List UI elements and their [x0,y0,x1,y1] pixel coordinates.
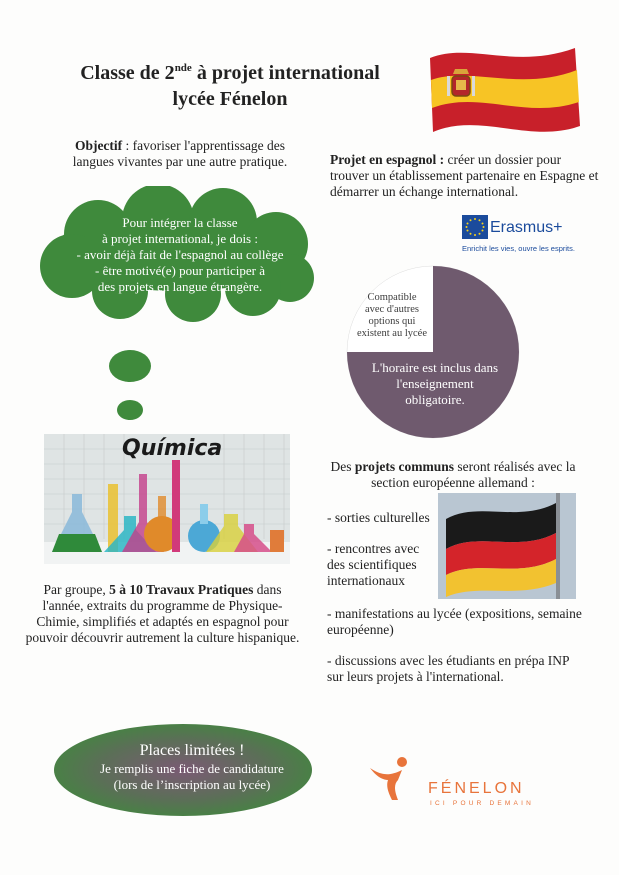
projets-communs-text: Des projets communs seront réalisés avec la section européenne allemand : [330,459,576,490]
germany-flag [438,493,576,599]
fenelon-figure-icon [368,754,418,804]
fenelon-logo-text: FÉNELON [428,780,525,797]
schedule-pie [343,262,523,442]
pie-horaire-text: L'horaire est inclus dans l'enseignement obligatoire. [371,360,499,407]
projet-espagnol-text: Projet en espagnol : créer un dossier pour trouver un établissement partenaire en Espagne et démarrer un échange international. [330,152,599,199]
cloud-text: Pour intégrer la classe à projet international, je dois : - avoir déjà fait de l'espagnol au collège - être motivé(e) pour participer à des projets en langue étrangère. [76,215,284,294]
places-text: Places limitées ! Je remplis une fiche de candidature (lors de l’inscription au lycée) [100,742,284,792]
pie-compat-text: Compatible avec d'autres options qui existent au lycée [357,292,427,339]
page-title: Classe de 2nde à projet international lycée Fénelon [80,62,380,110]
fenelon-tagline: ICI POUR DEMAIN [430,800,534,807]
spain-flag [425,40,585,140]
chemistry-text: Par groupe, 5 à 10 Travaux Pratiques dans l'année, extraits du programme de Physique-Chimie, simplifiés et adaptés en espagnol pour pouvoir découvrir autrement la culture hispanique. [25,582,300,645]
erasmus-logo-text: Erasmus+ [490,219,563,236]
list-item: - discussions avec les étudiants en prépa INP sur leurs projets à l'international. [327,653,570,684]
list-item: - manifestations au lycée (expositions, semaine européenne) [327,606,582,637]
list-item: - rencontres avec des scientifiques internationaux [327,541,420,588]
eu-flag-icon [462,215,488,239]
erasmus-tagline: Enrichit les vies, ouvre les esprits. [462,244,575,253]
quimica-label: Química [122,436,223,461]
list-item: - sorties culturelles [327,510,430,525]
objectif-text: Objectif : favoriser l'apprentissage des langues vivantes par une autre pratique. [72,138,288,169]
